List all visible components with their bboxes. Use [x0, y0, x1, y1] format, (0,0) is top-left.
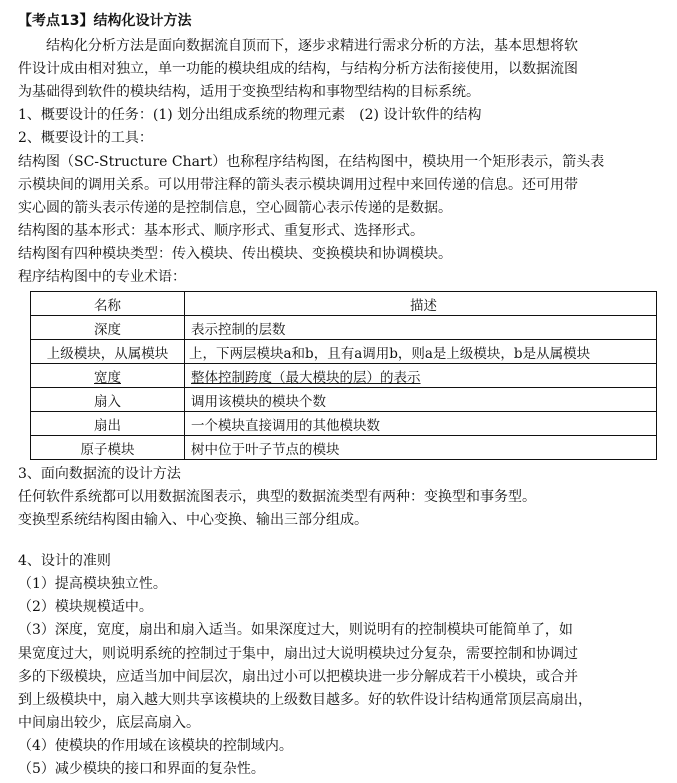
tools-line: 结构图的基本形式：基本形式、顺序形式、重复形式、选择形式。 [18, 223, 424, 239]
column-header-description: 描述 [185, 292, 657, 316]
tools-line: 结构图有四种模块类型：传入模块、传出模块、变换模块和协调模块。 [18, 246, 452, 262]
term-description: 树中位于叶子节点的模块 [185, 436, 657, 460]
tools-line: 结构图（SC-Structure Chart）也称程序结构图，在结构图中，模块用一个矩形表示，箭头表 [18, 154, 605, 170]
criteria-item: （1）提高模块独立性。 [18, 576, 167, 592]
criteria-item: （2）模块规模适中。 [18, 599, 153, 615]
term-description: 一个模块直接调用的其他模块数 [185, 412, 657, 436]
term-description: 调用该模块的模块个数 [185, 388, 657, 412]
section-title: 【考点13】结构化设计方法 [18, 13, 192, 29]
dataflow-heading: 3、面向数据流的设计方法 [18, 466, 181, 482]
table-row [31, 316, 657, 340]
criteria-item: （5）减少模块的接口和界面的复杂性。 [18, 761, 265, 777]
criteria-item: （4）使模块的作用域在该模块的控制域内。 [18, 738, 293, 754]
overview-task-line: 1、概要设计的任务：(1) 划分出组成系统的物理元素 (2) 设计软件的结构 [18, 107, 482, 123]
column-header-name: 名称 [31, 292, 185, 316]
criteria-line: 多的下级模块，应适当加中间层次，扇出过小可以把模块进一步分解成若干小模块，或合并 [18, 669, 578, 685]
intro-line: 为基础得到软件的模块结构，适用于变换型结构和事物型结构的目标系统。 [18, 84, 480, 100]
criteria-heading: 4、设计的准则 [18, 553, 111, 569]
terms-table [30, 291, 657, 460]
table-header-row [31, 292, 657, 316]
criteria-line: 中间扇出较少，底层高扇入。 [18, 715, 200, 731]
intro-line: 结构化分析方法是面向数据流自顶而下，逐步求精进行需求分析的方法，基本思想将软 [46, 38, 578, 54]
term-name: 扇出 [31, 412, 185, 436]
tools-line: 实心圆的箭头表示传递的是控制信息，空心圆箭心表示传递的是数据。 [18, 200, 452, 216]
term-name: 上级模块，从属模块 [31, 340, 185, 364]
table-row [31, 364, 657, 388]
criteria-line: 到上级模块中，扇入越大则共享该模块的上级数目越多。好的软件设计结构通常顶层高扇出， [18, 692, 592, 708]
table-row [31, 436, 657, 460]
term-name: 深度 [31, 316, 185, 340]
table-row [31, 388, 657, 412]
tools-heading: 2、概要设计的工具： [18, 130, 153, 146]
term-name: 扇入 [31, 388, 185, 412]
tools-line: 示模块间的调用关系。可以用带注释的箭头表示模块调用过程中来回传递的信息。还可用带 [18, 177, 578, 193]
term-name: 宽度 [94, 369, 121, 386]
dataflow-line: 变换型系统结构图由输入、中心变换、输出三部分组成。 [18, 512, 368, 528]
dataflow-line: 任何软件系统都可以用数据流图表示，典型的数据流类型有两种：变换型和事务型。 [18, 489, 536, 505]
table-row [31, 340, 657, 364]
terms-intro-line: 程序结构图中的专业术语： [18, 269, 186, 285]
criteria-line: 果宽度过大，则说明系统的控制过于集中，扇出过大说明模块过分复杂，需要控制和协调过 [18, 646, 578, 662]
term-description: 上，下两层模块a和b，且有a调用b，则a是上级模块，b是从属模块 [185, 340, 657, 364]
term-description: 表示控制的层数 [185, 316, 657, 340]
criteria-item: （3）深度，宽度，扇出和扇入适当。如果深度过大，则说明有的控制模块可能简单了，如 [18, 622, 573, 638]
table-row [31, 412, 657, 436]
term-name: 原子模块 [31, 436, 185, 460]
term-description: 整体控制跨度（最大模块的层）的表示 [191, 369, 421, 386]
intro-line: 件设计成由相对独立，单一功能的模块组成的结构，与结构分析方法衔接使用，以数据流图 [18, 61, 578, 77]
